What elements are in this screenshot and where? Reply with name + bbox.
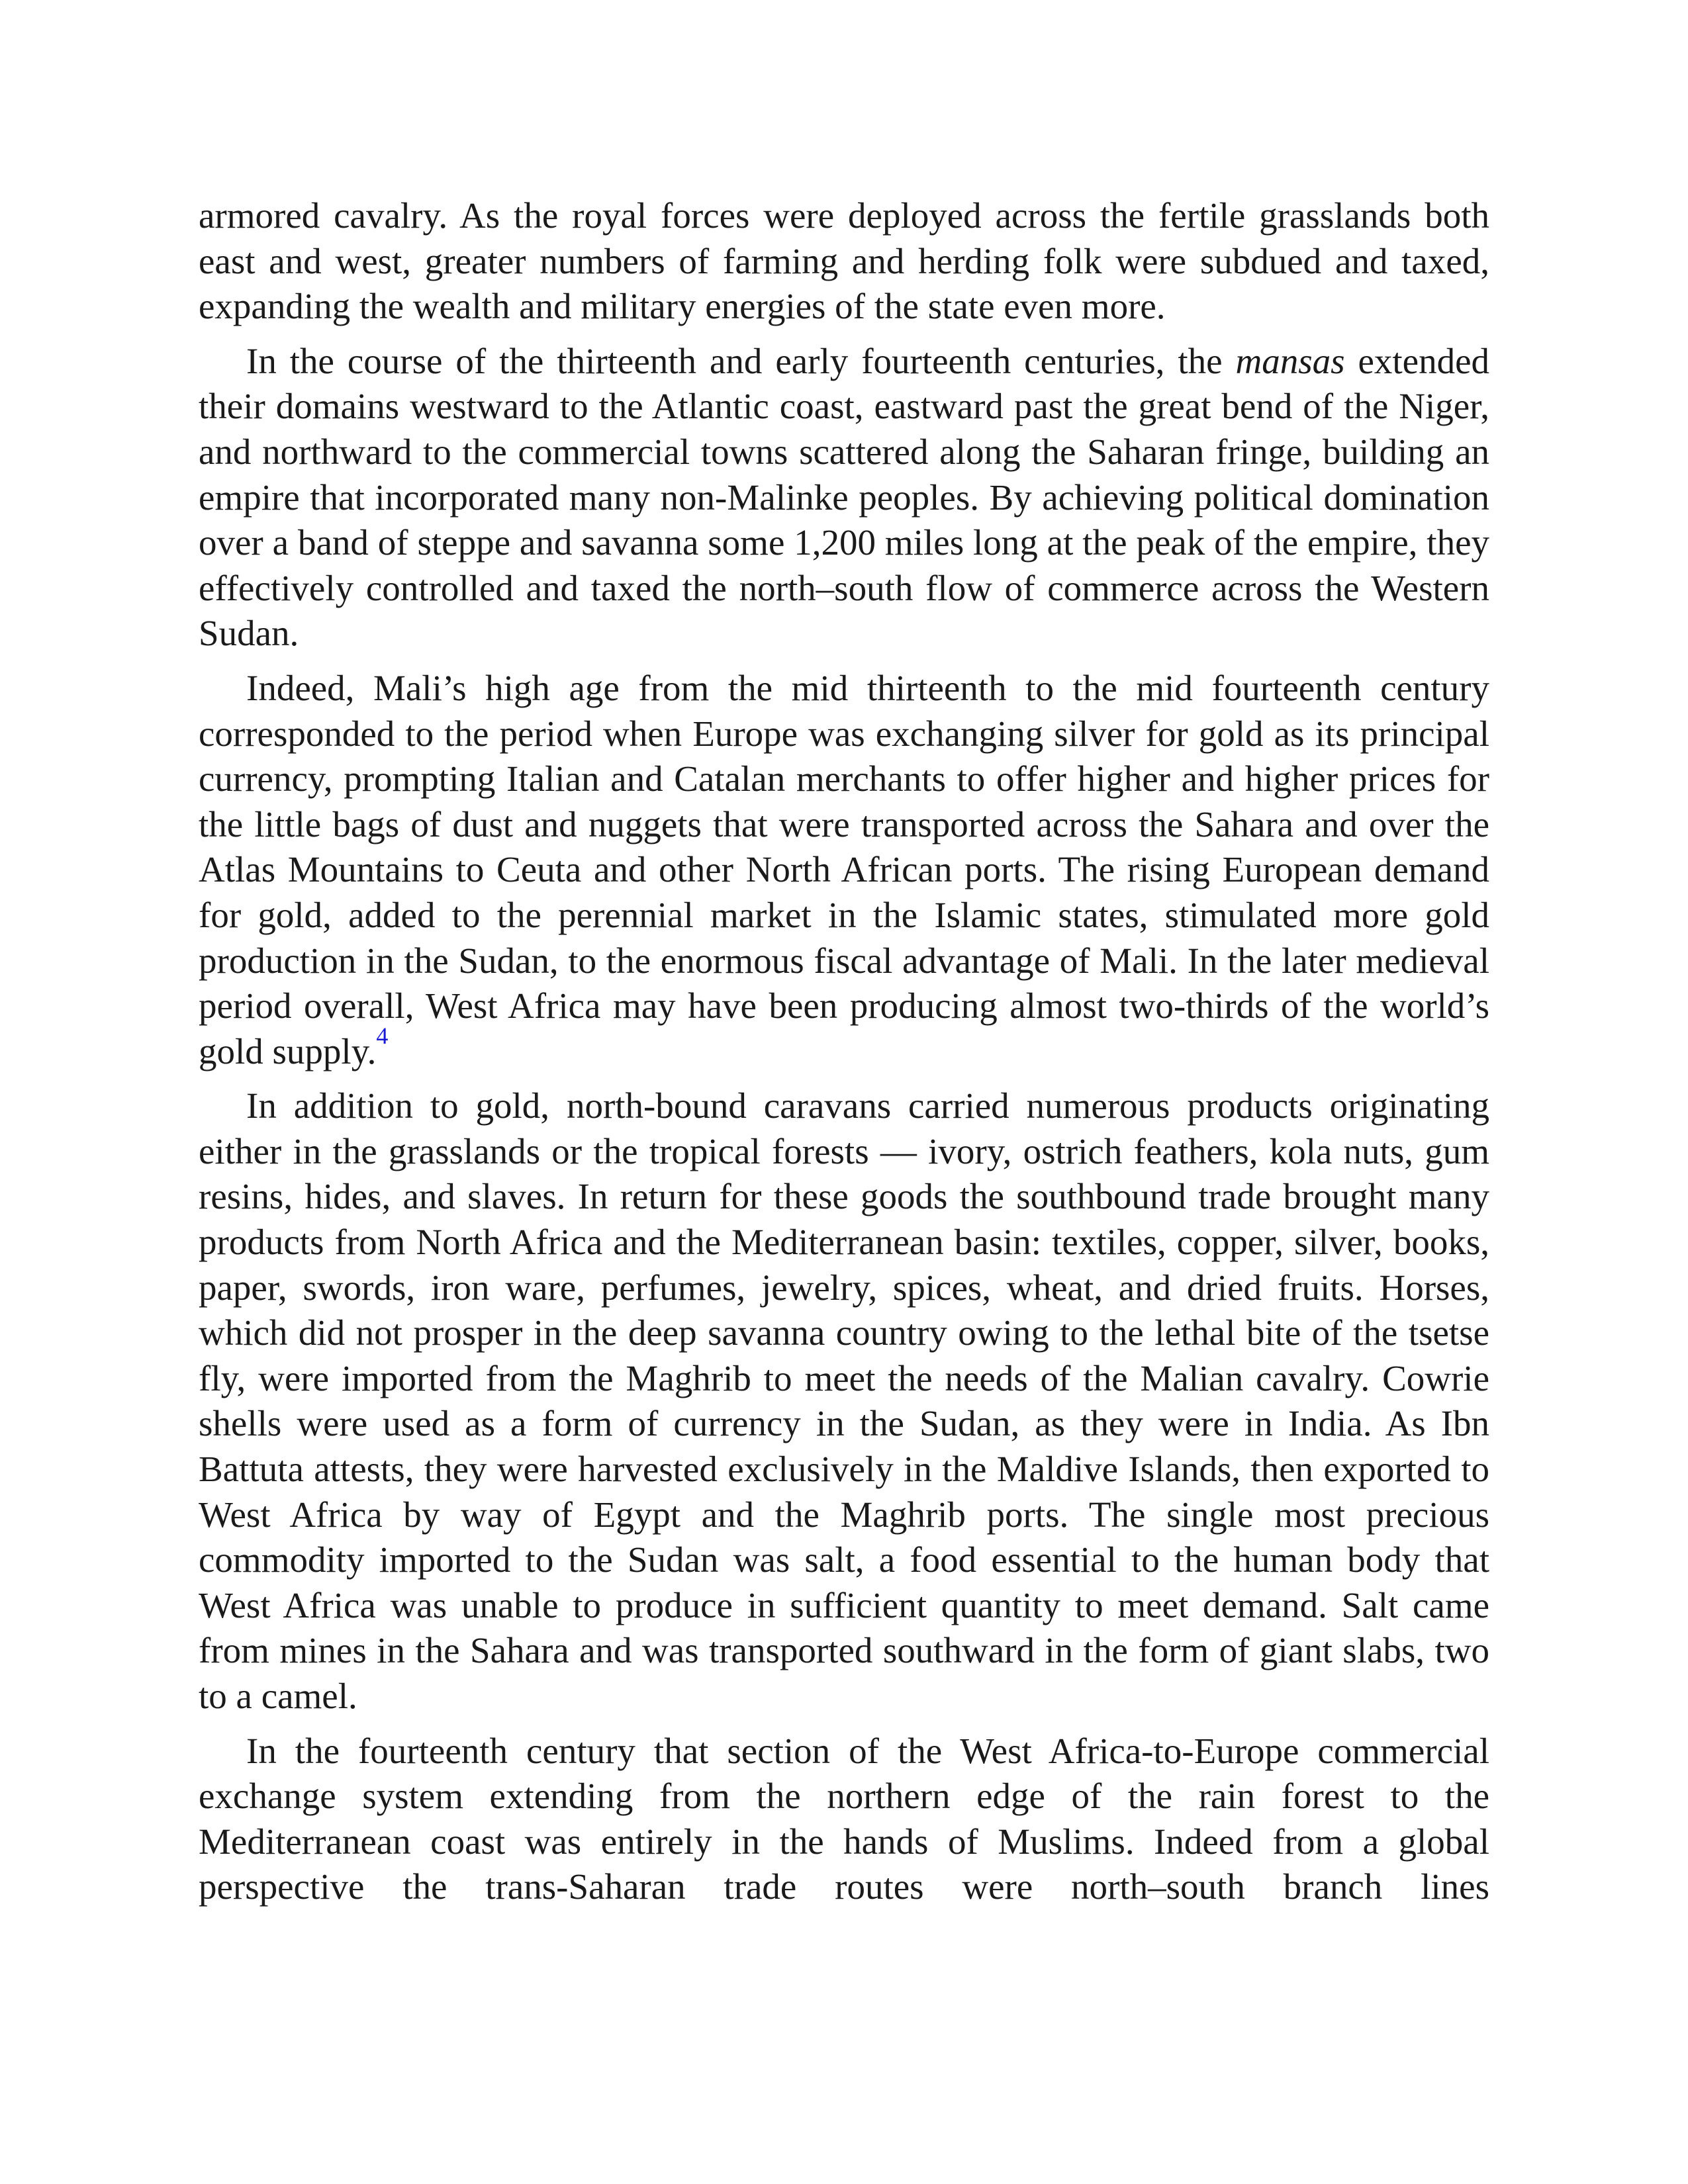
paragraph-3 xyxy=(199,666,1489,1074)
paragraph-4 xyxy=(199,1083,1489,1719)
paragraph-5-text: In the fourteenth century that section of the West Africa-to-Europe commercial exchange system extending from the northern edge of the rain forest to the Mediterranean coast was entirely in the hands of Muslims. Indeed from a global perspective the trans-Saharan trade routes were north–south branch lines xyxy=(199,1730,1489,1907)
mansas-term: mansas xyxy=(1235,340,1345,381)
body-text xyxy=(199,193,1489,1910)
paragraph-3-text: Indeed, Mali’s high age from the mid thirteenth to the mid fourteenth century corresponded to the period when Europe was exchanging silver for gold as its principal currency, prompting Italian and Catalan merchants to offer higher and higher prices for the little bags of dust and nuggets that were transported across the Sahara and over the Atlas Mountains to Ceuta and other North African ports. The rising European demand for gold, added to the perennial market in the Islamic states, stimulated more gold production in the Sudan, to the enormous fiscal advantage of Mali. In the later medieval period overall, West Africa may have been producing almost two-thirds of the world’s gold supply. xyxy=(199,667,1489,1071)
paragraph-2-text-after: extended their domains westward to the Atlantic coast, eastward past the great bend of the Niger, and northward to the commercial towns scattered along the Saharan fringe, building an empire that incorporated many non-Malinke peoples. By achieving political domination over a band of steppe and savanna some 1,200 miles long at the peak of the empire, they effectively controlled and taxed the north–south flow of commerce across the Western Sudan. xyxy=(199,340,1490,654)
paragraph-2 xyxy=(199,339,1489,657)
paragraph-4-text: In addition to gold, north-bound caravans carried numerous products originating either in the grasslands or the tropical forests — ivory, ostrich feathers, kola nuts, gum resins, hides, and slaves. In return for these goods the southbound trade brought many products from North Africa and the Mediterranean basin: textiles, copper, silver, books, paper, swords, iron ware, perfumes, jewelry, spices, wheat, and dried fruits. Horses, which did not prosper in the deep savanna country owing to the lethal bite of the tsetse fly, were imported from the Maghrib to meet the needs of the Malian cavalry. Cowrie shells were used as a form of currency in the Sudan, as they were in India. As Ibn Battuta attests, they were harvested exclusively in the Maldive Islands, then exported to West Africa by way of Egypt and the Maghrib ports. The single most precious commodity imported to the Sudan was salt, a food essential to the human body that West Africa was unable to produce in sufficient quantity to meet demand. Salt came from mines in the Sahara and was transported southward in the form of giant slabs, two to a camel. xyxy=(199,1085,1489,1716)
footnote-reference-4[interactable]: 4 xyxy=(376,1022,389,1049)
paragraph-1 xyxy=(199,193,1489,330)
paragraph-1-text: armored cavalry. As the royal forces were deployed across the fertile grasslands both east and west, greater numbers of farming and herding folk were subdued and taxed, expanding the wealth and military energies of the state even more. xyxy=(199,195,1489,327)
paragraph-5 xyxy=(199,1729,1489,1910)
paragraph-2-text-before: In the course of the thirteenth and early fourteenth centuries, the xyxy=(246,340,1236,381)
